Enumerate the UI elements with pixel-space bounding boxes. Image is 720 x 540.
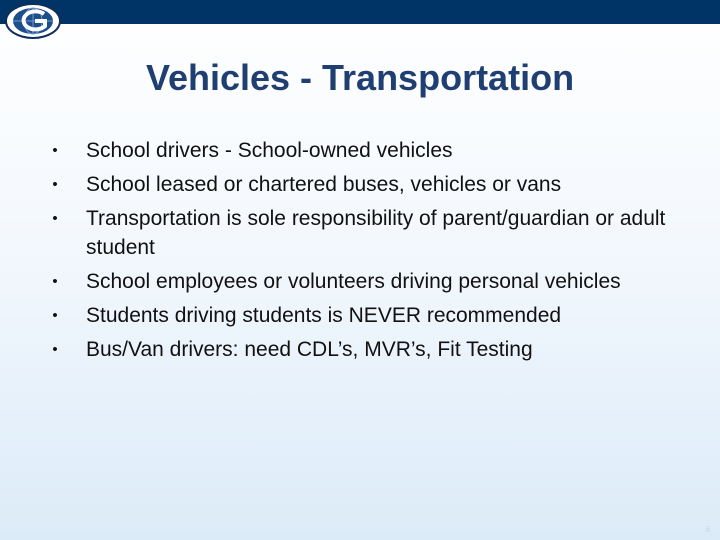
list-item bbox=[48, 267, 688, 296]
bullet-text: School leased or chartered buses, vehicles or vans bbox=[86, 173, 562, 196]
list-item bbox=[48, 301, 688, 330]
bullet-list bbox=[48, 136, 688, 369]
bullet-text: School employees or volunteers driving personal vehicles bbox=[86, 270, 621, 293]
bullet-dot: • bbox=[52, 176, 58, 193]
bullet-text: School drivers - School-owned vehicles bbox=[86, 139, 453, 162]
bullet-text: Students driving students is NEVER recommended bbox=[86, 304, 562, 327]
bullet-text: Transportation is sole responsibility of parent/guardian or adult student bbox=[86, 207, 666, 259]
list-item bbox=[48, 136, 688, 165]
bullet-dot: • bbox=[52, 273, 58, 290]
list-item bbox=[48, 170, 688, 199]
bullet-dot: • bbox=[52, 341, 58, 358]
bullet-dot: • bbox=[52, 142, 58, 159]
slide-title: Vehicles - Transportation bbox=[145, 57, 575, 98]
bullet-text: Bus/Van drivers: need CDL’s, MVR’s, Fit Testing bbox=[86, 338, 533, 361]
list-item bbox=[48, 204, 688, 262]
bullet-dot: • bbox=[52, 307, 58, 324]
globe-g-logo-icon bbox=[4, 2, 62, 40]
top-banner-bar bbox=[0, 0, 720, 24]
list-item bbox=[48, 335, 688, 364]
bullet-dot: • bbox=[52, 210, 58, 227]
page-number: 6 bbox=[705, 525, 710, 534]
